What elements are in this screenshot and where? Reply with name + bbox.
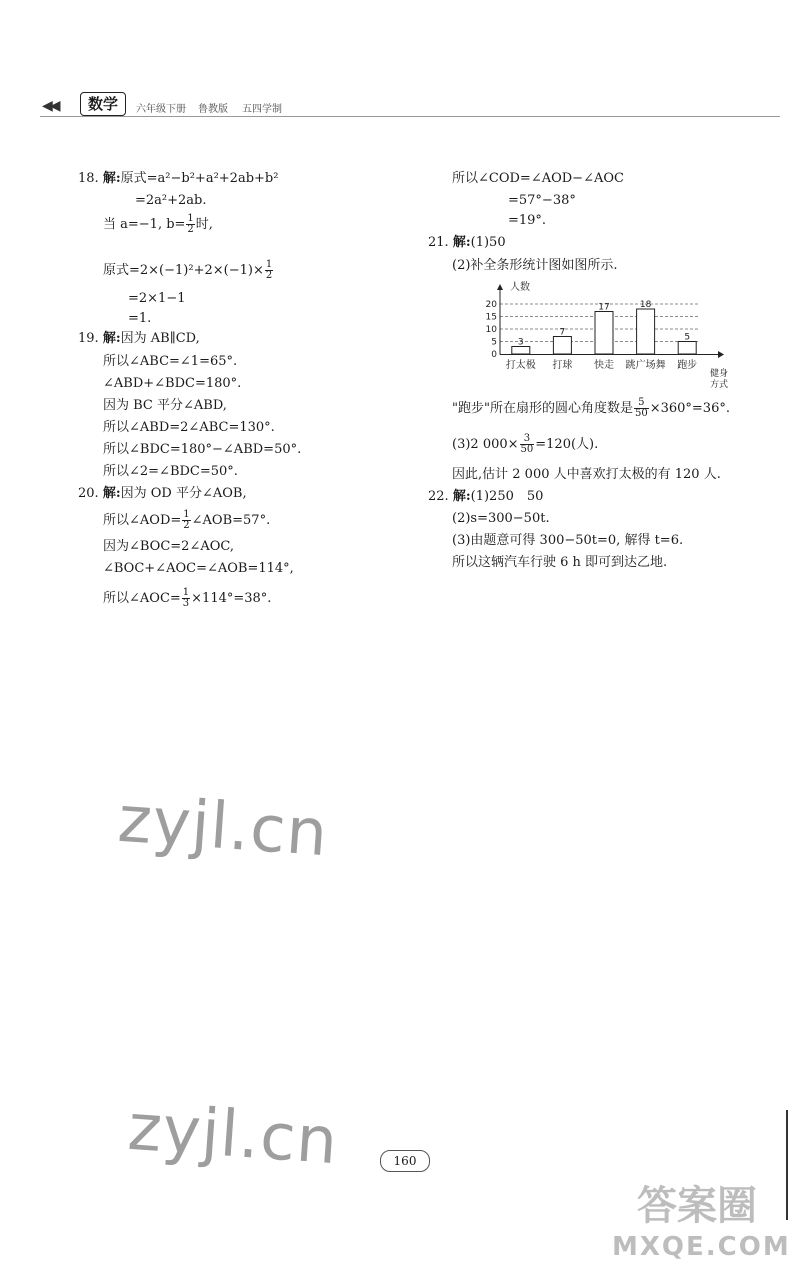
q19-line-4: 因为 BC 平分∠ABD,: [103, 398, 227, 413]
bar-label-3: 17: [598, 302, 610, 313]
y-tick-5: 5: [491, 337, 497, 348]
q21-line-1: [428, 234, 506, 252]
q22-number: 22.: [428, 489, 449, 504]
q19-line-1: [78, 330, 200, 348]
header-rule: [40, 116, 780, 117]
x-tick-3: 快走: [594, 360, 614, 371]
q22-line-1: [428, 488, 543, 506]
x-tick-1: 打太极: [505, 360, 536, 371]
q21-number: 21.: [428, 235, 449, 250]
q21-text-4b: =120(人).: [535, 437, 599, 452]
x-tick-4: 跳广场舞: [625, 360, 666, 371]
q18-line-4: [103, 260, 274, 281]
q21-part-1: (1)50: [470, 235, 506, 250]
bar-chart: [470, 280, 732, 390]
q21-text-3a: "跑步"所在扇形的圆心角度数是: [452, 401, 633, 416]
q20-line-5: [103, 588, 271, 609]
q22-line-2: (2)s=300−50t.: [452, 511, 550, 526]
y-tick-10: 10: [485, 325, 497, 335]
q20-number: 20.: [78, 486, 99, 501]
q19-line-6: 所以∠BDC=180°−∠ABD=50°.: [103, 442, 302, 457]
q18-line-1: [78, 170, 278, 188]
x-label-part-2: 方式: [710, 380, 729, 390]
q18-line-3: [103, 214, 213, 235]
q20-fraction-1: $\frac{1}{2}$: [183, 509, 190, 531]
q18-number: 18.: [78, 171, 99, 186]
q20-line-4: ∠BOC+∠AOC=∠AOB=114°,: [103, 561, 294, 576]
q18-fraction-2: $\frac{1}{2}$: [265, 259, 273, 281]
header-arrows-icon: ◀◀: [42, 98, 58, 114]
bar-label-5: 5: [684, 332, 691, 343]
chart-y-label: 人数: [510, 282, 530, 293]
q18-line-6: =1.: [128, 311, 152, 326]
q19-line-7: 所以∠2=∠BDC=50°.: [103, 464, 238, 479]
q19-line-3: ∠ABD+∠BDC=180°.: [103, 376, 242, 391]
y-axis-arrow: [497, 284, 503, 290]
corner-logo: [612, 1182, 791, 1276]
q20-line-6: 所以∠COD=∠AOD−∠AOC: [452, 171, 624, 186]
q20-line-2: [103, 510, 270, 531]
q20-text-1: 因为 OD 平分∠AOB,: [120, 486, 247, 501]
bar-label-4: 18: [639, 300, 652, 310]
q21-text-4a: (3)2 000×: [452, 437, 519, 452]
q20-line-3: 因为∠BOC=2∠AOC,: [103, 539, 235, 554]
bar-label-1: 3: [517, 337, 524, 348]
header-grade: 六年级下册: [136, 104, 186, 115]
q18-sol-label: 解:: [102, 171, 121, 186]
q22-sol-label: 解:: [452, 489, 471, 504]
header-system: 五四学制: [242, 104, 282, 115]
chart-bars: [512, 309, 696, 354]
q21-line-4: [452, 434, 598, 455]
chart-x-label: [710, 367, 728, 390]
q22-line-3: (3)由题意可得 300−50t=0, 解得 t=6.: [452, 533, 684, 548]
q18-fraction-1: $\frac{1}{2}$: [187, 213, 194, 235]
watermark-lower: zyjl.cn: [125, 1090, 341, 1180]
bar-2: [553, 337, 571, 355]
bar-4: [637, 309, 655, 354]
bar-label-2: 7: [559, 327, 566, 338]
q21-fraction-1: $\frac{5}{50}$: [634, 397, 648, 419]
page-number: 160: [380, 1150, 430, 1172]
x-tick-5: 跑步: [677, 360, 698, 371]
q22-line-4: 所以这辆汽车行驶 6 h 即可到达乙地.: [452, 555, 668, 570]
q18-text-1: 原式=a²−b²+a²+2ab+b²: [120, 171, 279, 186]
y-tick-20: 20: [485, 300, 497, 310]
q21-line-3: [452, 398, 730, 419]
subject-badge: 数学: [80, 92, 126, 116]
q19-line-5: 所以∠ABD=2∠ABC=130°.: [103, 420, 275, 435]
corner-logo-line1: 答案圈: [637, 1183, 757, 1229]
chart-x-ticks: [506, 358, 697, 371]
chart-y-ticks: [486, 300, 498, 360]
bar-3: [595, 312, 613, 355]
q21-line-5: 因此,估计 2 000 人中喜欢打太极的有 120 人.: [452, 467, 721, 482]
bar-1: [512, 347, 530, 355]
q19-text-1: 因为 AB∥CD,: [120, 331, 200, 346]
q20-text-2a: 所以∠AOD=: [103, 513, 182, 528]
q20-text-2b: ∠AOB=57°.: [191, 513, 271, 528]
corner-logo-line2: MXQE.COM: [612, 1232, 791, 1262]
page-edge-line: [786, 1110, 788, 1220]
q20-fraction-2: $\frac{1}{3}$: [182, 587, 190, 609]
x-tick-2: 打球: [552, 360, 573, 371]
q20-line-1: [78, 485, 247, 503]
q18-line-2: =2a²+2ab.: [135, 193, 207, 208]
q21-line-2: (2)补全条形统计图如图所示.: [452, 258, 618, 273]
q18-text-3a: 当 a=−1, b=: [103, 217, 186, 232]
q22-part-1: (1)250 50: [470, 489, 544, 504]
y-tick-15: 15: [485, 312, 497, 323]
q20-line-7: =57°−38°: [508, 193, 576, 208]
x-label-part-1: 健身: [710, 369, 729, 379]
q19-sol-label: 解:: [102, 331, 121, 346]
q18-line-5: =2×1−1: [128, 291, 186, 306]
x-axis-arrow: [718, 351, 724, 358]
q21-sol-label: 解:: [452, 235, 471, 250]
q20-line-8: =19°.: [508, 213, 547, 228]
watermark-upper: zyjl.cn: [115, 782, 331, 872]
q20-text-5b: ×114°=38°.: [191, 591, 272, 606]
q21-fraction-2: $\frac{3}{50}$: [520, 433, 534, 455]
header-edition: 鲁教版: [198, 104, 228, 115]
bar-5: [678, 342, 696, 355]
y-tick-0: 0: [491, 350, 497, 360]
q19-number: 19.: [78, 331, 99, 346]
q18-text-4a: 原式=2×(−1)²+2×(−1)×: [103, 263, 264, 278]
q20-text-5a: 所以∠AOC=: [103, 591, 181, 606]
q18-text-3b: 时,: [195, 217, 213, 232]
q20-sol-label: 解:: [102, 486, 121, 501]
q21-text-3b: ×360°=36°.: [649, 401, 730, 416]
q19-line-2: 所以∠ABC=∠1=65°.: [103, 354, 238, 369]
